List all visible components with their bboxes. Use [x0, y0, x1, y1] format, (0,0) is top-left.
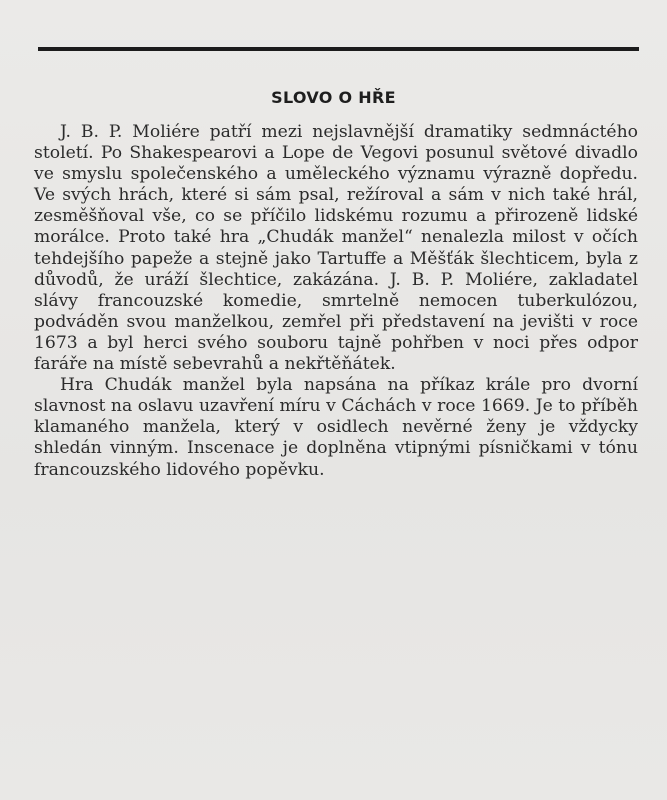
section-title: SLOVO O HŘE: [271, 88, 396, 107]
body-text: [34, 122, 638, 481]
top-rule: [38, 47, 639, 51]
paragraph-2: Hra Chudák manžel byla napsána na příkaz krále pro dvorní slavnost na oslavu uzavření míru v Cáchách v roce 1669. Je to příběh klamaného manžela, který v osidlech nevěrné ženy je vždycky shledán vinným. Inscenace je doplněna vtipnými písničkami v tónu francouzského lidového popěvku.: [34, 375, 638, 480]
paragraph-1: J. B. P. Moliére patří mezi nejslavnější dramatiky sedmnáctého století. Po Shakespearovi a Lope de Vegovi posunul světové divadlo ve smyslu společenského a uměleckého významu výrazně dopředu. Ve svých hrách, které si sám psal, režíroval a sám v nich také hrál, zesměšňoval vše, co se příčilo lidskému rozumu a přirozeně lidské morálce. Proto také hra „Chudák manžel“ nenalezla milost v očích tehdejšího papeže a stejně jako Tartuffe a Měšťák šlechticem, byla z důvodů, že uráží šlechtice, zakázána. J. B. P. Moliére, zakladatel slávy francouzské komedie, smrtelně nemocen tuberkulózou, podváděn svou manželkou, zemřel při představení na jevišti v roce 1673 a byl herci svého souboru tajně pohřben v noci přes odpor faráře na místě sebevrahů a nekřtěňátek.: [34, 122, 638, 375]
